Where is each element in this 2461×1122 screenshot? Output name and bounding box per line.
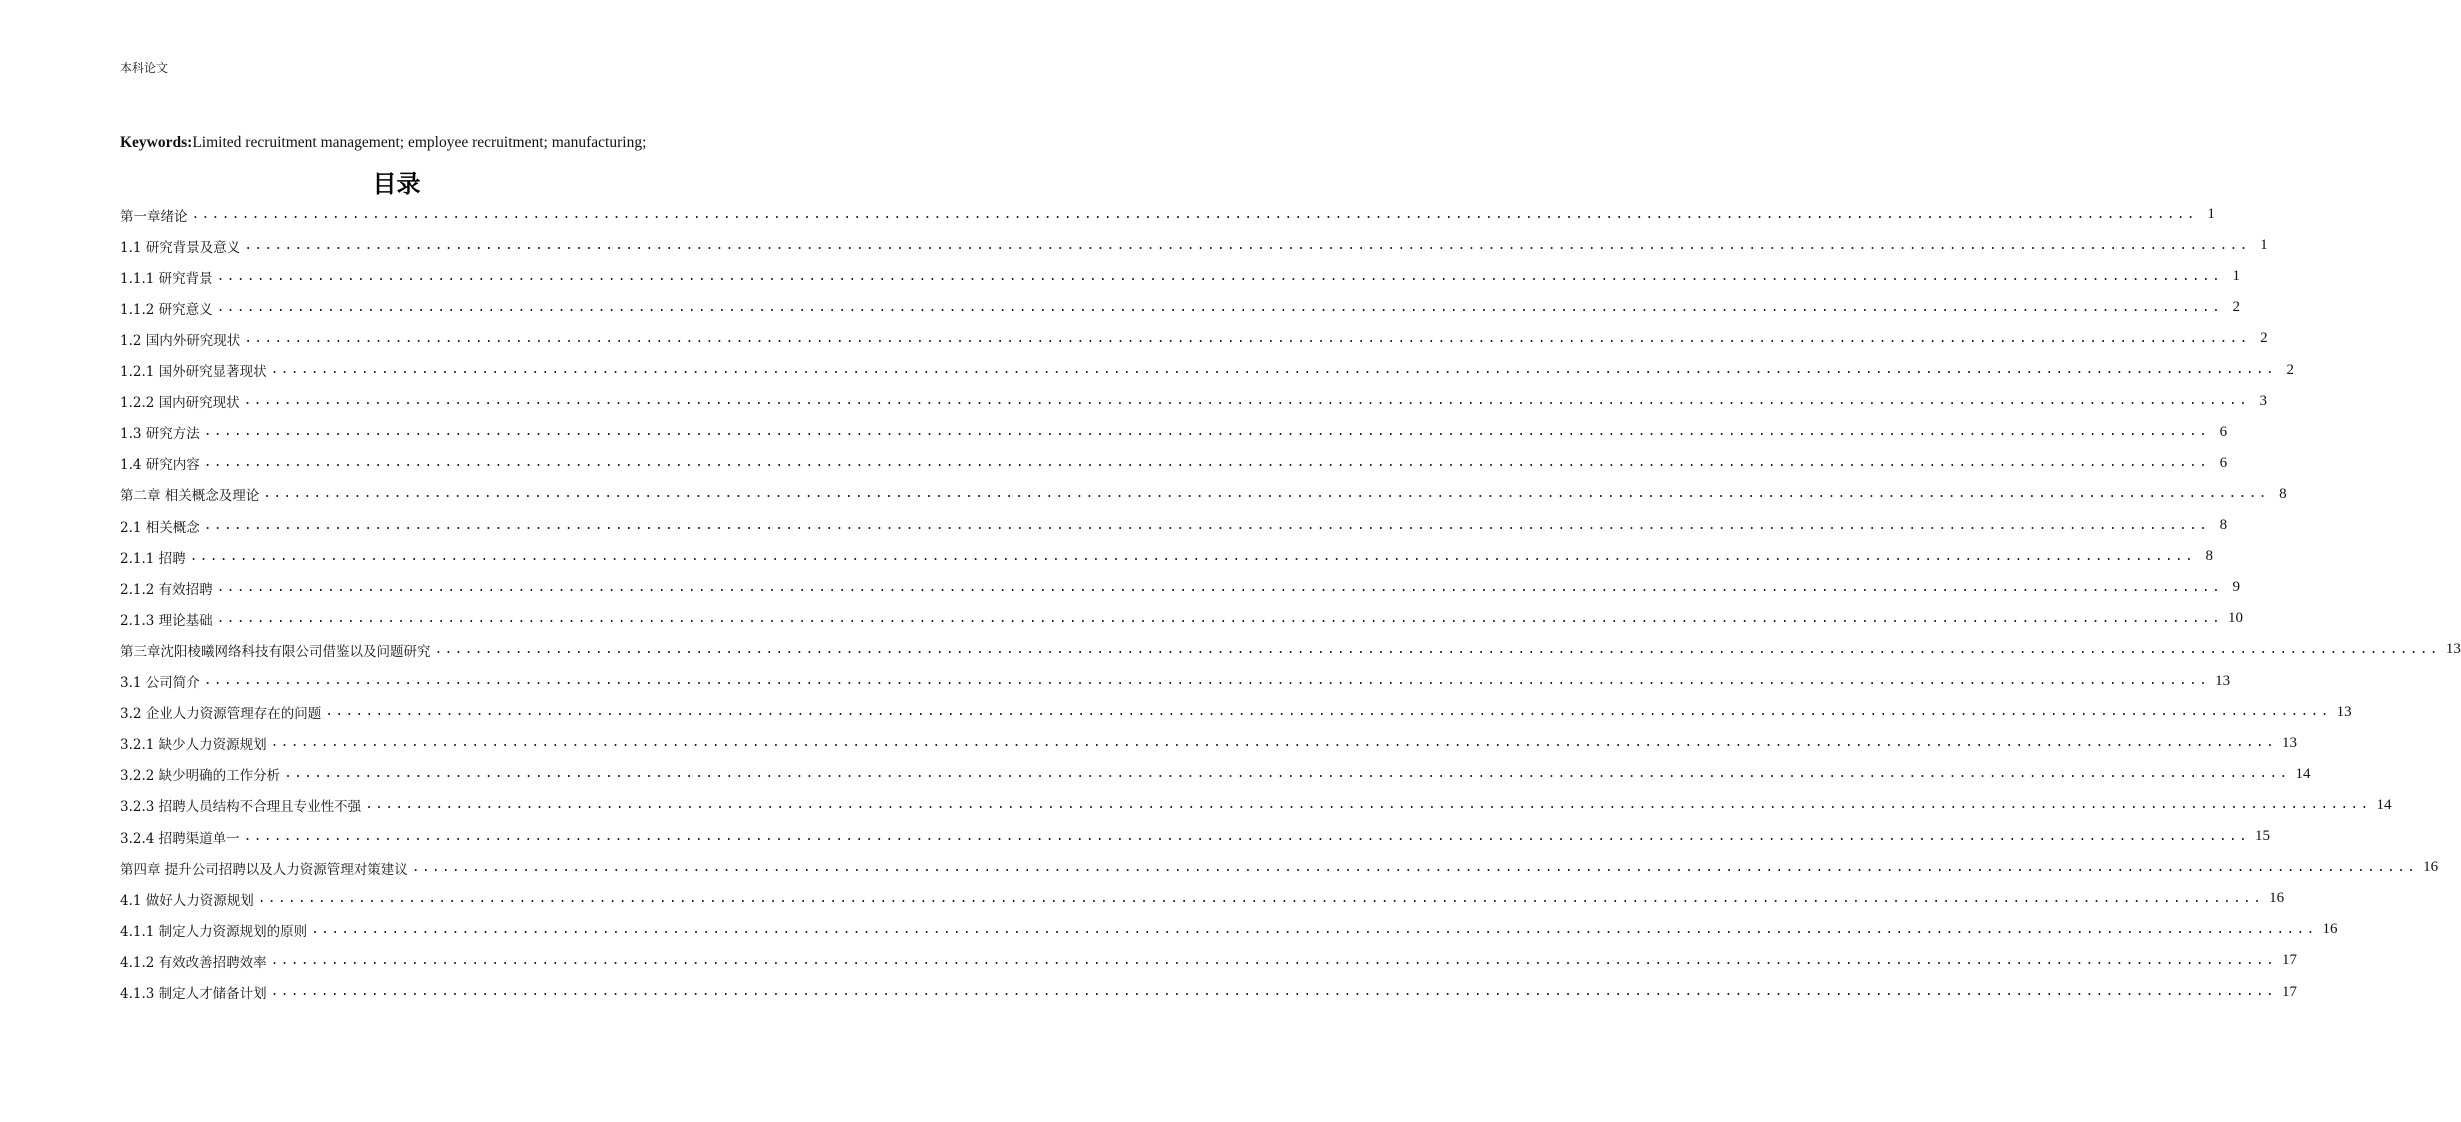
toc-entry-label: 4.1 做好人力资源规划 (120, 892, 254, 909)
toc-entry-page-number: 14 (2295, 765, 2311, 782)
toc-entry-label: 3.2 企业人力资源管理存在的问题 (120, 706, 322, 723)
toc-entry-label: 1.2.2 国内研究现状 (120, 395, 240, 412)
toc-entry-label: 第四章 提升公司招聘以及人力资源管理对策建议 (120, 861, 408, 878)
toc-entry-page-number: 16 (2322, 921, 2338, 938)
keywords-label: Keywords: (120, 134, 193, 151)
toc-entry[interactable] (120, 852, 2439, 883)
toc-entry-label: 3.2.1 缺少人力资源规划 (120, 737, 267, 754)
toc-entry[interactable] (120, 479, 2287, 510)
toc-entry-page-number: 8 (2279, 485, 2287, 502)
toc-entry-label: 1.4 研究内容 (120, 457, 200, 474)
toc-dot-leader: ........................................................................................................................................................................................................ (243, 828, 2249, 844)
toc-entry-page-number: 2 (2286, 361, 2294, 378)
toc-entry-page-number: 1 (2260, 237, 2268, 254)
toc-entry-label: 2.1 相关概念 (120, 519, 200, 536)
toc-entry-page-number: 17 (2282, 983, 2297, 1000)
toc-dot-leader: ........................................................................................................................................................................................................ (203, 424, 2210, 440)
toc-entry-page-number: 15 (2255, 828, 2270, 844)
toc-entry-page-number: 17 (2282, 952, 2297, 969)
toc-dot-leader: ........................................................................................................................................................................................................ (270, 735, 2276, 751)
toc-entry-label: 2.1.1 招聘 (120, 550, 186, 567)
toc-entry-label: 3.2.3 招聘人员结构不合理且专业性不强 (120, 799, 362, 816)
toc-entry-page-number: 1 (2232, 268, 2240, 285)
toc-entry-page-number: 2 (2260, 330, 2268, 347)
toc-entry-page-number: 13 (2282, 734, 2297, 751)
toc-dot-leader: ........................................................................................................................................................................................................ (189, 548, 2195, 564)
toc-entry-page-number: 13 (2336, 703, 2352, 720)
toc-entry-page-number: 1 (2207, 206, 2215, 222)
toc-entry-page-number: 13 (2215, 672, 2231, 689)
toc-entry-label: 1.1 研究背景及意义 (120, 239, 241, 256)
toc-entry[interactable] (120, 448, 2228, 479)
toc-entry-label: 2.1.2 有效招聘 (120, 581, 213, 598)
toc-entry[interactable] (120, 541, 2213, 572)
toc-entry[interactable] (120, 914, 2338, 945)
toc-entry[interactable] (120, 323, 2268, 354)
toc-entry-page-number: 6 (2219, 423, 2228, 440)
toc-entry[interactable] (120, 386, 2267, 417)
toc-entry-page-number: 8 (2219, 517, 2228, 533)
toc-dot-leader: ........................................................................................................................................................................................................ (191, 206, 2197, 222)
toc-entry-label: 1.3 研究方法 (120, 426, 200, 443)
toc-dot-leader: ........................................................................................................................................................................................................ (270, 362, 2276, 377)
toc-entry-label: 4.1.1 制定人力资源规划的原则 (120, 923, 308, 940)
toc-entry-label: 第一章绪论 (120, 208, 188, 225)
toc-dot-leader: ........................................................................................................................................................................................................ (270, 984, 2276, 999)
toc-entry-page-number: 13 (2445, 641, 2461, 658)
toc-dot-leader: ........................................................................................................................................................................................................ (411, 859, 2418, 875)
toc-entry[interactable] (120, 230, 2268, 261)
toc-entry-label: 3.2.2 缺少明确的工作分析 (120, 768, 281, 785)
toc-entry-page-number: 14 (2376, 796, 2392, 813)
toc-entry-label: 1.1.1 研究背景 (120, 270, 213, 287)
toc-dot-leader: ........................................................................................................................................................................................................ (244, 330, 2250, 346)
toc-entry[interactable] (120, 728, 2297, 759)
toc-dot-leader: ........................................................................................................................................................................................................ (203, 673, 2210, 688)
toc-dot-leader: ........................................................................................................................................................................................................ (365, 797, 2371, 813)
toc-dot-leader: ........................................................................................................................................................................................................ (243, 393, 2249, 409)
toc-entry-page-number: 9 (2232, 579, 2240, 596)
toc-dot-leader: ........................................................................................................................................................................................................ (325, 704, 2331, 720)
keywords-line (120, 134, 680, 152)
toc-entry[interactable] (120, 292, 2240, 323)
toc-entry[interactable] (120, 697, 2352, 728)
toc-entry[interactable] (120, 634, 2461, 665)
toc-dot-leader: ........................................................................................................................................................................................................ (434, 641, 2440, 657)
toc-entry-label: 1.2 国内外研究现状 (120, 332, 241, 349)
toc-entry[interactable] (120, 666, 2231, 697)
toc-entry-label: 2.1.3 理论基础 (120, 612, 213, 629)
toc-dot-leader: ........................................................................................................................................................................................................ (263, 486, 2269, 502)
toc-entry[interactable] (120, 510, 2228, 541)
toc-dot-leader: ........................................................................................................................................................................................................ (203, 455, 2210, 471)
toc-entry[interactable] (120, 603, 2243, 634)
toc-entry[interactable] (120, 417, 2228, 448)
toc-dot-leader: ........................................................................................................................................................................................................ (216, 579, 2222, 595)
toc-entry[interactable] (120, 572, 2240, 603)
toc-entry-page-number: 16 (2423, 859, 2439, 876)
toc-entry[interactable] (120, 759, 2311, 790)
toc-entry[interactable] (120, 199, 2215, 230)
toc-entry-page-number: 6 (2219, 454, 2228, 471)
toc-entry-label: 3.1 公司简介 (120, 675, 200, 691)
toc-entry-label: 1.1.2 研究意义 (120, 301, 213, 318)
toc-dot-leader: ........................................................................................................................................................................................................ (284, 766, 2290, 782)
toc-dot-leader: ........................................................................................................................................................................................................ (257, 890, 2264, 906)
toc-entry-label: 4.1.3 制定人才储备计划 (120, 986, 267, 1002)
toc-title: 目录 (372, 170, 421, 198)
page-header: 本科论文 (120, 61, 169, 75)
toc-entry-label: 第三章沈阳棱曦网络科技有限公司借鉴以及问题研究 (120, 643, 431, 660)
toc-dot-leader: ........................................................................................................................................................................................................ (244, 237, 2250, 253)
toc-entry-label: 第二章 相关概念及理论 (120, 488, 260, 505)
toc-entry[interactable] (120, 821, 2270, 852)
toc-entry[interactable] (120, 355, 2294, 386)
toc-entry-label: 1.2.1 国外研究显著现状 (120, 364, 267, 380)
toc-entry[interactable] (120, 945, 2297, 976)
toc-dot-leader: ........................................................................................................................................................................................................ (216, 299, 2222, 315)
toc-entry[interactable] (120, 977, 2297, 1008)
toc-entry-label: 3.2.4 招聘渠道单一 (120, 830, 240, 847)
toc-entry-page-number: 10 (2228, 610, 2243, 627)
toc-entry[interactable] (120, 261, 2240, 292)
toc-entry-page-number: 16 (2269, 890, 2285, 907)
toc-dot-leader: ........................................................................................................................................................................................................ (203, 517, 2210, 533)
toc-dot-leader: ........................................................................................................................................................................................................ (311, 921, 2317, 937)
toc-entry-page-number: 2 (2232, 299, 2240, 316)
toc-entry-page-number: 3 (2259, 392, 2267, 409)
toc-dot-leader: ........................................................................................................................................................................................................ (216, 610, 2222, 626)
toc-dot-leader: ........................................................................................................................................................................................................ (216, 268, 2222, 284)
keywords-text: Limited recruitment management; employee recruitment; manufacturing; (192, 134, 647, 151)
toc-entry-label: 4.1.2 有效改善招聘效率 (120, 954, 267, 971)
toc-entry[interactable] (120, 883, 2285, 914)
toc-entry[interactable] (120, 790, 2392, 821)
toc-dot-leader: ........................................................................................................................................................................................................ (270, 952, 2276, 968)
toc-entry-page-number: 8 (2205, 548, 2213, 565)
